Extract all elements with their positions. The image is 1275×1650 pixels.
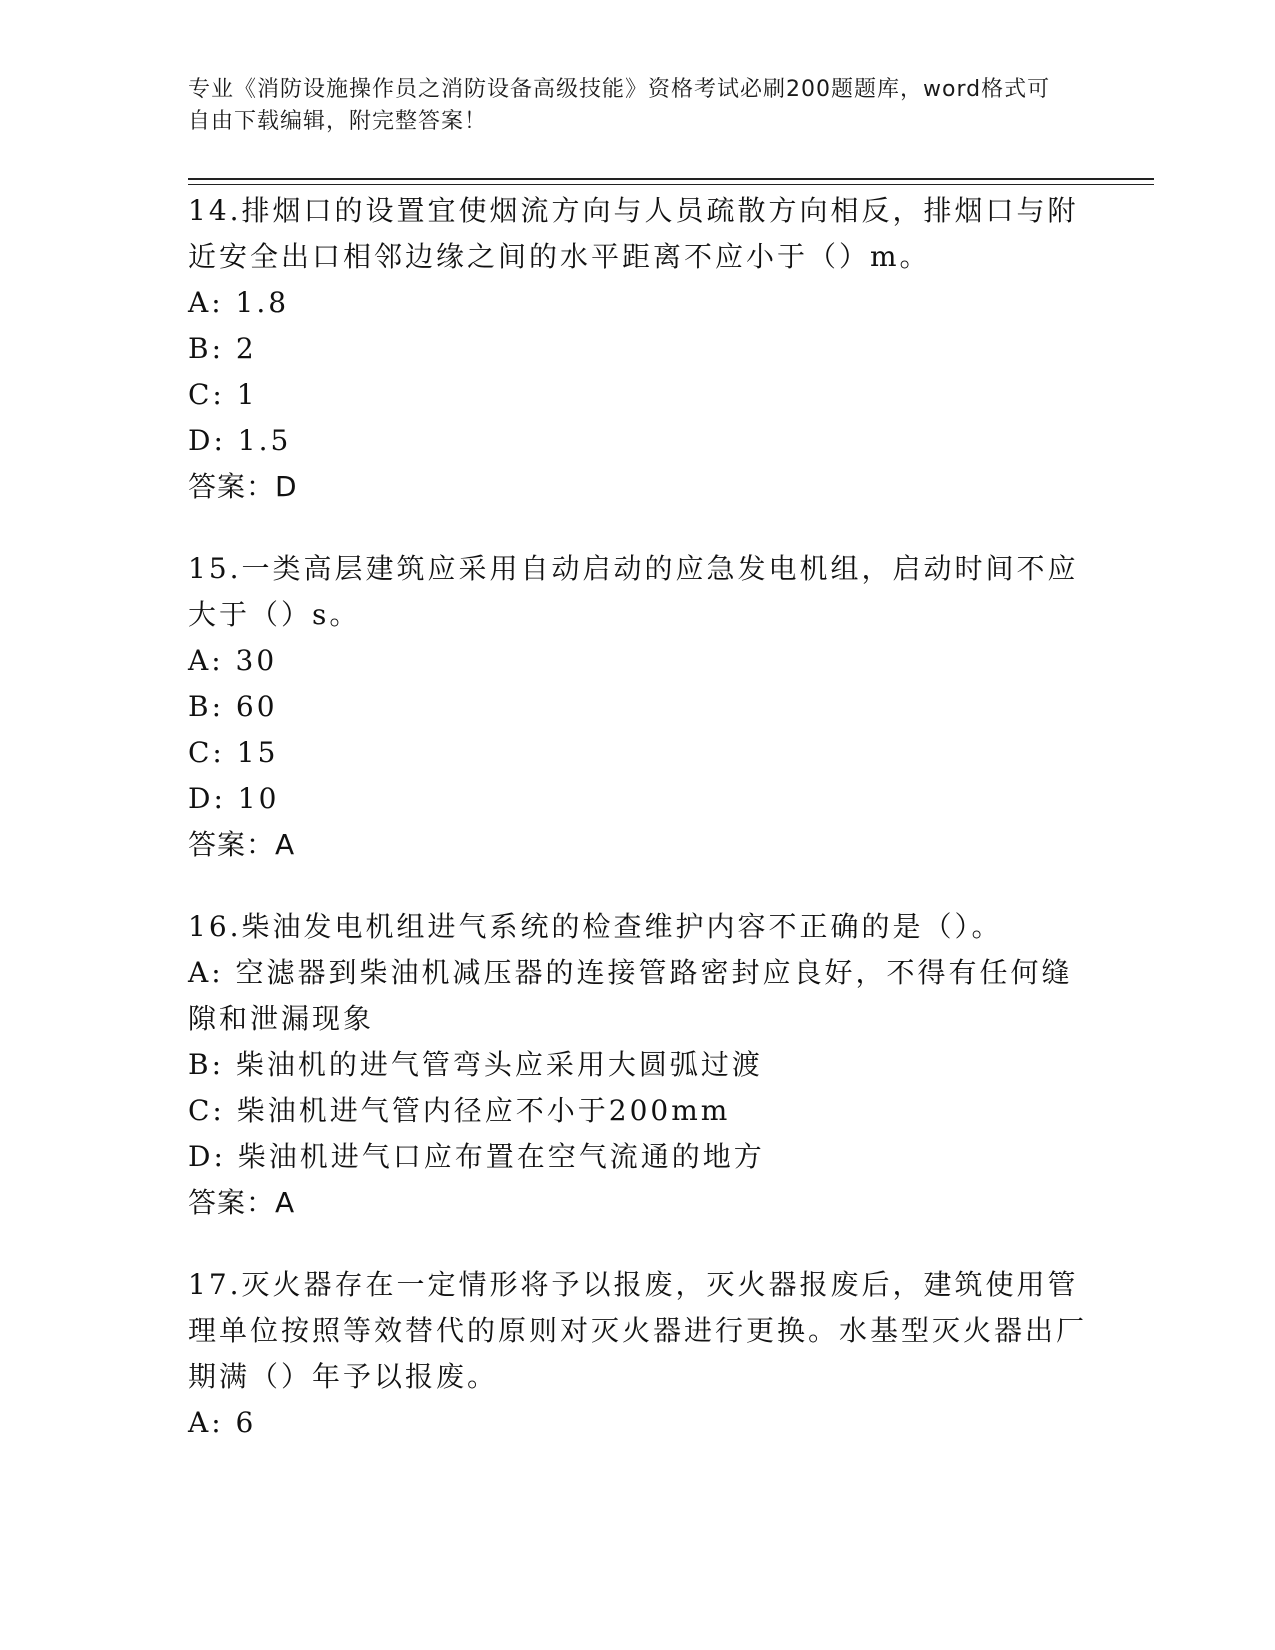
question-list — [188, 188, 1088, 1482]
question-17 — [188, 1262, 1088, 1446]
question-stem: 15.一类高层建筑应采用自动启动的应急发电机组，启动时间不应大于（）s。 — [188, 552, 1079, 631]
header-divider-thick — [188, 178, 1154, 180]
option-a: A: 6 — [188, 1406, 257, 1439]
option-c: C: 1 — [188, 378, 258, 411]
option-d: D: 10 — [188, 782, 280, 815]
question-14 — [188, 188, 1088, 510]
option-d: D: 1.5 — [188, 424, 292, 457]
document-header: 专业《消防设施操作员之消防设备高级技能》资格考试必刷200题题库，word格式可自由下载编辑，附完整答案！ — [188, 77, 1051, 134]
answer: 答案：A — [188, 828, 296, 861]
question-stem: 17.灭火器存在一定情形将予以报废，灭火器报废后，建筑使用管理单位按照等效替代的原则对灭火器进行更换。水基型灭火器出厂期满（）年予以报废。 — [188, 1268, 1088, 1393]
header-divider-thin — [188, 184, 1154, 185]
answer: 答案：D — [188, 470, 298, 503]
question-15 — [188, 546, 1088, 868]
option-a: A: 空滤器到柴油机减压器的连接管路密封应良好，不得有任何缝隙和泄漏现象 — [188, 956, 1073, 1035]
option-a: A: 1.8 — [188, 286, 290, 319]
option-d: D: 柴油机进气口应布置在空气流通的地方 — [188, 1140, 765, 1173]
question-stem: 16.柴油发电机组进气系统的检查维护内容不正确的是（）。 — [188, 910, 1003, 943]
option-b: B: 2 — [188, 332, 257, 365]
option-b: B: 柴油机的进气管弯头应采用大圆弧过渡 — [188, 1048, 763, 1081]
question-16 — [188, 904, 1088, 1226]
question-stem: 14.排烟口的设置宜使烟流方向与人员疏散方向相反，排烟口与附近安全出口相邻边缘之间的水平距离不应小于（）m。 — [188, 194, 1079, 273]
option-a: A: 30 — [188, 644, 278, 677]
option-c: C: 15 — [188, 736, 279, 769]
option-c: C: 柴油机进气管内径应不小于200mm — [188, 1094, 731, 1127]
option-b: B: 60 — [188, 690, 278, 723]
answer: 答案：A — [188, 1186, 296, 1219]
